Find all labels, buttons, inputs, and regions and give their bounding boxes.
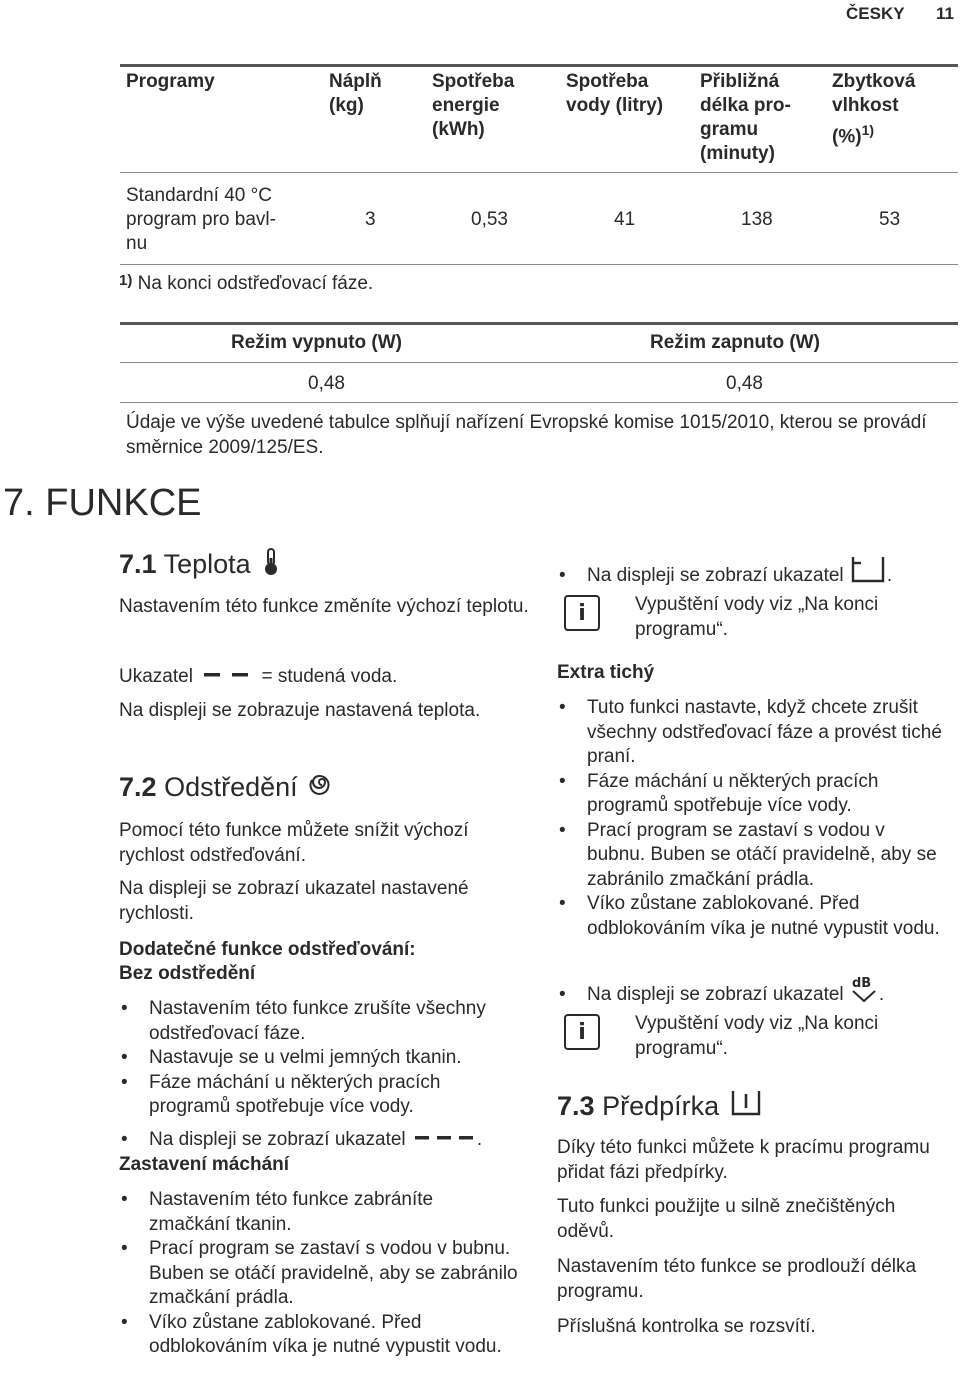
list-item: • Víko zůstane zablokované. Před odblokováním víka je nutné vypustit vodu. — [559, 893, 940, 939]
section-7-1-heading — [119, 548, 280, 580]
section-7-3-p2: Tuto funkci použijte u silně znečištěných oděvů. — [557, 1196, 896, 1242]
section-7-3-title: Předpírka — [602, 1091, 720, 1121]
list-item: • Fáze máchání u některých pracích programů spotřebuje více vody. — [559, 770, 879, 816]
list-item-text: Na displeji se zobrazí ukazatel — [587, 565, 844, 586]
no-spin-list — [119, 997, 519, 1120]
info-icon: i — [564, 1014, 600, 1050]
table1-col-water: Spotřeba vody (litry) — [566, 71, 664, 116]
table1-footnote — [119, 272, 373, 297]
list-item-text: Nastavením této funkce zabráníte zmačkání tkanin. — [149, 1189, 434, 1235]
rinse-hold-heading: Zastavení máchání — [119, 1154, 290, 1175]
list-item: • Tuto funkci nastavte, když chcete zrušit všechny odstřeďovací fáze a provést tiché praní. — [559, 697, 942, 767]
page-number: 11 — [936, 4, 954, 23]
list-item: • Prací program se zastaví s vodou v bubnu. Buben se otáčí pravidelně, aby se zabránilo zmačkání prádla. — [559, 819, 937, 890]
no-spin-indicator-icon — [411, 1132, 477, 1144]
table2-val-off: 0,48 — [308, 373, 345, 394]
section-7-1-p2-label: Ukazatel — [119, 666, 193, 687]
info-note-1: Vypuštění vody viz „Na konci programu“. — [635, 594, 879, 640]
table1-col-programs: Programy — [126, 71, 215, 92]
table1-col-load: Náplň (kg) — [329, 71, 382, 116]
table1-row-load: 3 — [365, 209, 376, 230]
bullet: • — [121, 1129, 128, 1150]
list-item-text: Tuto funkci nastavte, když chcete zrušit všechny odstřeďovací fáze a provést tiché praní. — [587, 697, 942, 767]
table1-col-duration: Přibližná délka pro- gramu (minuty) — [700, 71, 791, 164]
section-7-1-title: Teplota — [163, 549, 251, 579]
prewash-icon — [729, 1089, 763, 1117]
list-item-text: Víko zůstane zablokované. Před odblokováním víka je nutné vypustit vodu. — [587, 893, 940, 939]
list-item-text: Fáze máchání u některých pracích programů spotřebuje více vody. — [149, 1071, 441, 1117]
section-7-3-number: 7.3 — [557, 1091, 595, 1121]
section-7-3-p3: Nastavením této funkce se prodlouží délka programu. — [557, 1256, 917, 1302]
table2-col-off: Režim vypnuto (W) — [231, 332, 402, 353]
table2-val-on: 0,48 — [726, 373, 763, 394]
list-item: • Fáze máchání u některých pracích programů spotřebuje více vody. — [121, 1071, 441, 1117]
bullet: • — [559, 984, 566, 1005]
table1-row-program: Standardní 40 °C program pro bavl- nu — [126, 185, 276, 254]
svg-text:dB: dB — [851, 976, 872, 991]
list-item-text: Fáze máchání u některých pracích programů spotřebuje více vody. — [587, 770, 879, 816]
table1-bottom-rule — [120, 264, 958, 265]
language-label: ČESKY — [846, 4, 905, 23]
list-item: • Nastavením této funkce zrušíte všechny odstřeďovací fáze. — [121, 998, 486, 1044]
table1-col-moisture-footnote: 1) — [861, 122, 875, 138]
table1-row-water: 41 — [614, 209, 636, 230]
no-spin-heading: Bez odstředění — [119, 963, 256, 984]
list-item: • Prací program se zastaví s vodou v bubnu. Buben se otáčí pravidelně, aby se zabránilo zmačkání prádla. — [121, 1238, 518, 1308]
table1-col-moisture-label: Zbytková vlhkost (%) — [832, 71, 916, 148]
quiet-db-icon — [849, 974, 879, 1004]
extra-quiet-heading: Extra tichý — [557, 662, 655, 683]
list-item-text: Prací program se zastaví s vodou v bubnu. Buben se otáčí pravidelně, aby se zabránilo zmačkání prádla. — [149, 1238, 518, 1308]
table1-col-energy: Spotřeba energie (kWh) — [432, 71, 515, 140]
tray-icon — [849, 555, 887, 585]
section-7-1-number: 7.1 — [119, 549, 157, 579]
table2-col-on: Režim zapnuto (W) — [650, 332, 820, 353]
thermometer-icon — [262, 548, 280, 576]
cold-water-indicator-icon — [202, 669, 252, 681]
section-7-1-p1: Nastavením této funkce změníte výchozí teplotu. — [119, 596, 529, 617]
list-item-text: Na displeji se zobrazí ukazatel — [587, 984, 844, 1005]
section-7-1-p2 — [119, 664, 397, 689]
table1-footnote-text: Na konci odstřeďovací fáze. — [137, 273, 374, 294]
table1-footnote-marker: 1) — [119, 272, 133, 289]
section-7-1-p2-value: = studená voda. — [261, 666, 398, 687]
table2-top-rule — [120, 322, 958, 325]
section-7-2-p1: Pomocí této funkce můžete snížit výchozí rychlost odstřeďování. — [119, 820, 469, 866]
extra-spin-heading: Dodatečné funkce odstřeďování: — [119, 939, 416, 960]
bullet: • — [559, 565, 566, 586]
table1-row-energy: 0,53 — [471, 209, 508, 230]
table2-header-rule — [120, 362, 958, 363]
list-item-text: Víko zůstane zablokované. Před odblokováním víka je nutné vypustit vodu. — [149, 1311, 502, 1357]
table1-row-moisture: 53 — [879, 209, 901, 230]
extra-quiet-list — [557, 696, 947, 941]
list-item-text: Prací program se zastaví s vodou v bubnu. Buben se otáčí pravidelně, aby se zabránilo zmačkání prádla. — [587, 819, 937, 890]
list-item-text: Nastavuje se u velmi jemných tkanin. — [149, 1047, 462, 1068]
table2-bottom-rule — [120, 402, 958, 403]
section-7-3-p4: Příslušná kontrolka se rozsvítí. — [557, 1316, 816, 1337]
chapter-title: 7. FUNKCE — [3, 482, 202, 524]
info-note-2: Vypuštění vody viz „Na konci programu“. — [635, 1013, 879, 1059]
section-7-1-p3: Na displeji se zobrazuje nastavená teplota. — [119, 700, 481, 721]
section-7-2-title: Odstředění — [164, 772, 298, 802]
list-item: • Víko zůstane zablokované. Před odblokováním víka je nutné vypustit vodu. — [121, 1311, 502, 1357]
table1-header-rule — [120, 172, 958, 173]
rinse-hold-list — [119, 1188, 519, 1360]
table1-top-rule — [120, 64, 958, 67]
list-item: • Nastavením této funkce zabráníte zmačkání tkanin. — [121, 1189, 434, 1235]
section-7-2-p2: Na displeji se zobrazí ukazatel nastavené rychlosti. — [119, 878, 469, 924]
spin-icon — [309, 772, 335, 798]
section-7-2-number: 7.2 — [119, 772, 157, 802]
list-item-text: Nastavením této funkce zrušíte všechny odstřeďovací fáze. — [149, 998, 486, 1044]
list-item-text: Na displeji se zobrazí ukazatel — [149, 1129, 406, 1150]
section-7-3-heading — [557, 1089, 763, 1122]
info-icon: i — [564, 595, 600, 631]
rinse-hold-indicator-item: • Na displeji se zobrazí ukazatel . — [557, 555, 957, 588]
regulation-note: Údaje ve výše uvedené tabulce splňují nařízení Evropské komise 1015/2010, kterou se provádí směrnice 2009/125/ES. — [126, 412, 927, 458]
table1-col-moisture — [832, 70, 957, 149]
section-7-3-p1: Díky této funkci můžete k pracímu programu přidat fázi předpírky. — [557, 1137, 930, 1183]
section-7-2-heading — [119, 771, 335, 803]
quiet-indicator-item: • Na displeji se zobrazí ukazatel dB . — [559, 976, 885, 1005]
table1-row-duration: 138 — [741, 209, 773, 230]
list-item: • Nastavuje se u velmi jemných tkanin. — [121, 1047, 462, 1068]
no-spin-indicator-item: • Na displeji se zobrazí ukazatel . — [121, 1129, 483, 1150]
